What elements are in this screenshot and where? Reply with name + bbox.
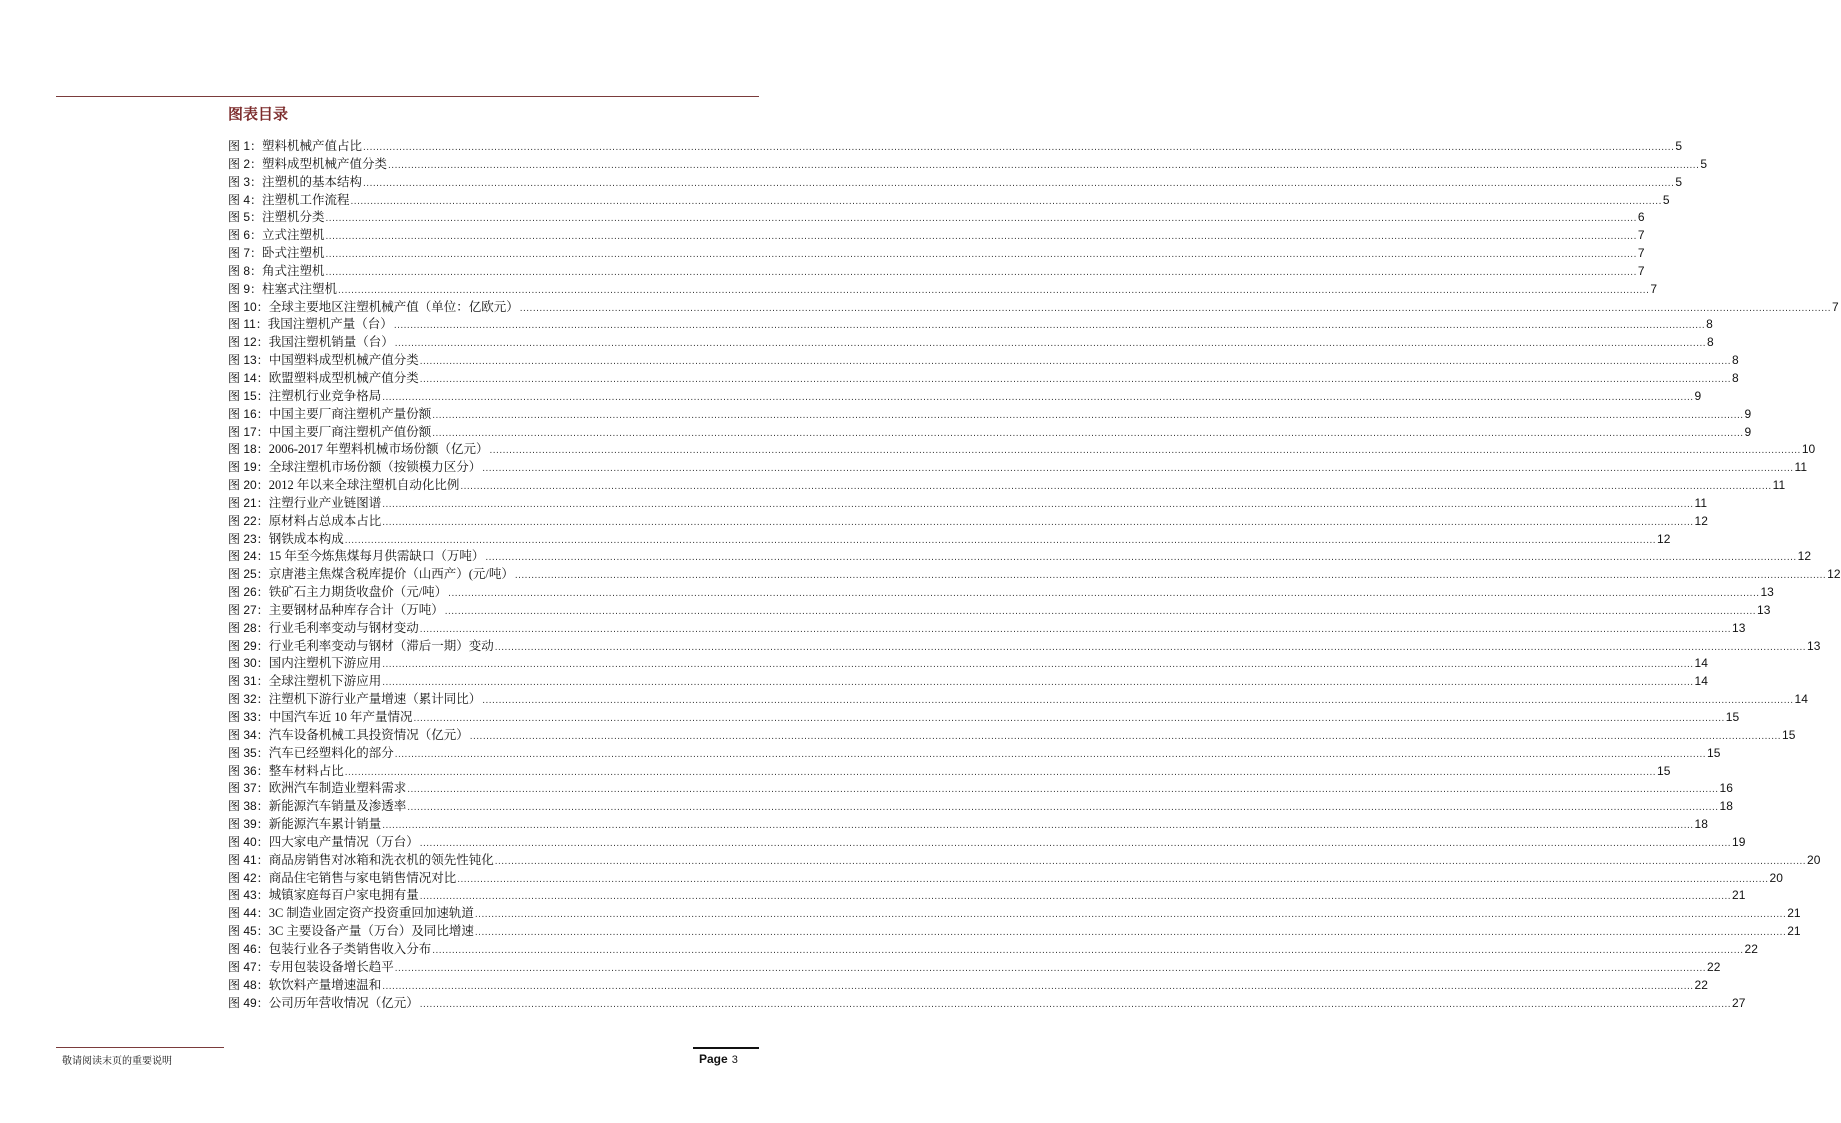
toc-entry[interactable] — [228, 174, 1683, 192]
figure-page-number: 20 — [1769, 870, 1783, 885]
figure-label: 图 13： — [228, 353, 269, 368]
toc-entry[interactable] — [228, 923, 1801, 941]
page-word: Page — [699, 1052, 728, 1066]
figure-title: 汽车已经塑料化的部分 — [268, 745, 394, 760]
toc-entry[interactable] — [228, 620, 1746, 638]
figure-title: 中国主要厂商注塑机产值份额 — [268, 424, 432, 439]
figure-page-number: 9 — [1744, 424, 1752, 439]
dot-leader: ................................................................................................................................................................................................................................................................................................................................................................................................................ — [382, 516, 1694, 528]
dot-leader: ................................................................................................................................................................................................................................................................................................................................................................................................................ — [344, 534, 1657, 546]
figure-title: 角式注塑机 — [262, 263, 325, 278]
figure-label: 图 22： — [228, 513, 269, 528]
toc-entry[interactable] — [228, 709, 1740, 727]
dot-leader: ................................................................................................................................................................................................................................................................................................................................................................................................................ — [382, 980, 1694, 992]
figure-title: 3C 制造业固定资产投资重回加速轨道 — [268, 906, 474, 921]
dot-leader: ................................................................................................................................................................................................................................................................................................................................................................................................................ — [407, 802, 1719, 814]
figure-title: 塑料成型机械产值分类 — [262, 156, 388, 171]
dot-leader: ................................................................................................................................................................................................................................................................................................................................................................................................................ — [474, 927, 1787, 939]
figure-label: 图 45： — [228, 924, 269, 939]
figure-label: 图 36： — [228, 763, 269, 778]
figure-page-number: 8 — [1732, 370, 1739, 385]
dot-leader: ................................................................................................................................................................................................................................................................................................................................................................................................................ — [382, 820, 1694, 832]
toc-entry[interactable] — [228, 834, 1746, 852]
figure-label: 图 9： — [228, 281, 263, 296]
toc-entry[interactable] — [228, 959, 1721, 977]
toc-entry[interactable] — [228, 816, 1708, 834]
figure-label: 图 43： — [228, 888, 269, 903]
dot-leader: ................................................................................................................................................................................................................................................................................................................................................................................................................ — [394, 338, 1707, 350]
toc-entry[interactable] — [228, 406, 1752, 424]
dot-leader: ................................................................................................................................................................................................................................................................................................................................................................................................................ — [382, 677, 1694, 689]
figure-label: 图 1： — [228, 139, 263, 153]
toc-entry[interactable] — [228, 495, 1707, 513]
figure-page-number: 14 — [1694, 674, 1708, 689]
figure-label: 图 47： — [228, 959, 269, 974]
figure-page-number: 5 — [1662, 192, 1670, 207]
figure-title: 中国主要厂商注塑机产量份额 — [268, 406, 432, 421]
toc-entry[interactable] — [228, 156, 1708, 174]
figure-page-number: 7 — [1637, 246, 1645, 261]
figure-label: 图 7： — [228, 246, 263, 261]
toc-entry[interactable] — [228, 263, 1645, 281]
figure-label: 图 37： — [228, 781, 269, 796]
toc-entry[interactable] — [228, 388, 1702, 406]
figure-title: 注塑机行业竞争格局 — [268, 388, 382, 403]
figure-page-number: 10 — [1801, 442, 1816, 457]
figure-label: 图 44： — [228, 906, 269, 921]
figure-title: 塑料机械产值占比 — [262, 139, 363, 153]
toc-list — [228, 138, 1841, 1012]
footer-rule-right — [693, 1047, 759, 1049]
figure-title: 商品住宅销售与家电销售情况对比 — [268, 870, 457, 885]
figure-title: 我国注塑机销量（台） — [268, 335, 394, 350]
toc-entry[interactable] — [228, 798, 1733, 816]
toc-entry[interactable] — [228, 424, 1752, 442]
figure-page-number: 22 — [1707, 959, 1721, 974]
dot-leader: ................................................................................................................................................................................................................................................................................................................................................................................................................ — [419, 998, 1732, 1010]
figure-page-number: 8 — [1706, 317, 1713, 332]
dot-leader: ................................................................................................................................................................................................................................................................................................................................................................................................................ — [382, 391, 1694, 403]
figure-title: 2006-2017 年塑料机械市场份额（亿元） — [268, 442, 489, 457]
figure-page-number: 12 — [1797, 549, 1812, 564]
figure-title: 卧式注塑机 — [262, 246, 325, 261]
toc-entry[interactable] — [228, 691, 1808, 709]
figure-page-number: 5 — [1675, 174, 1683, 189]
footer-rule-left — [56, 1047, 224, 1048]
dot-leader: ................................................................................................................................................................................................................................................................................................................................................................................................................ — [344, 766, 1657, 778]
dot-leader: ................................................................................................................................................................................................................................................................................................................................................................................................................ — [419, 356, 1732, 368]
figure-title: 注塑机下游行业产量增速（累计同比） — [268, 692, 482, 707]
toc-entry[interactable] — [228, 316, 1713, 334]
figure-page-number: 8 — [1707, 335, 1714, 350]
figure-page-number: 9 — [1694, 388, 1702, 403]
figure-page-number: 15 — [1782, 727, 1796, 742]
figure-title: 新能源汽车销量及渗透率 — [268, 799, 407, 814]
toc-entry[interactable] — [228, 905, 1801, 923]
figure-page-number: 5 — [1700, 156, 1708, 171]
figure-label: 图 3： — [228, 174, 263, 189]
toc-entry[interactable] — [228, 655, 1708, 673]
figure-label: 图 18： — [228, 442, 269, 457]
dot-leader: ................................................................................................................................................................................................................................................................................................................................................................................................................ — [494, 855, 1807, 867]
figure-title: 中国汽车近 10 年产量情况 — [268, 710, 413, 724]
figure-title: 商品房销售对冰箱和洗衣机的领先性钝化 — [268, 852, 494, 867]
figure-label: 图 2： — [228, 156, 263, 171]
figure-page-number: 9 — [1744, 406, 1752, 421]
dot-leader: ................................................................................................................................................................................................................................................................................................................................................................................................................ — [394, 748, 1707, 760]
figure-label: 图 21： — [228, 495, 269, 510]
toc-entry[interactable] — [228, 673, 1708, 691]
toc-entry[interactable] — [228, 745, 1721, 763]
figure-title: 国内注塑机下游应用 — [268, 656, 382, 671]
figure-page-number: 11 — [1794, 460, 1807, 475]
dot-leader: ................................................................................................................................................................................................................................................................................................................................................................................................................ — [388, 159, 1700, 171]
figure-page-number: 22 — [1744, 941, 1758, 956]
dot-leader: ................................................................................................................................................................................................................................................................................................................................................................................................................ — [485, 552, 1797, 564]
figure-label: 图 34： — [228, 727, 269, 742]
dot-leader: ................................................................................................................................................................................................................................................................................................................................................................................................................ — [382, 659, 1694, 671]
figure-page-number: 21 — [1787, 924, 1801, 939]
figure-title: 欧盟塑料成型机械产值分类 — [268, 370, 419, 385]
figure-label: 图 27： — [228, 602, 269, 617]
figure-label: 图 42： — [228, 870, 269, 885]
figure-title: 行业毛利率变动与钢材变动 — [268, 620, 419, 635]
figure-title: 四大家电产量情况（万台） — [268, 834, 419, 849]
toc-entry[interactable] — [228, 870, 1783, 888]
figure-page-number: 16 — [1719, 781, 1733, 796]
dot-leader: ................................................................................................................................................................................................................................................................................................................................................................................................................ — [413, 713, 1725, 724]
figure-label: 图 25： — [228, 567, 269, 582]
dot-leader: ................................................................................................................................................................................................................................................................................................................................................................................................................ — [325, 213, 1637, 225]
figure-title: 铁矿石主力期货收盘价（元/吨） — [268, 585, 448, 600]
figure-label: 图 6： — [228, 228, 263, 243]
toc-entry[interactable] — [228, 566, 1841, 584]
header-rule — [56, 96, 759, 97]
figure-label: 图 35： — [228, 745, 269, 760]
figure-title: 注塑行业产业链图谱 — [268, 495, 382, 510]
toc-entry[interactable] — [228, 941, 1758, 959]
dot-leader: ................................................................................................................................................................................................................................................................................................................................................................................................................ — [489, 445, 1801, 457]
dot-leader: ................................................................................................................................................................................................................................................................................................................................................................................................................ — [407, 784, 1719, 796]
toc-entry[interactable] — [228, 459, 1807, 477]
figure-page-number: 13 — [1732, 620, 1746, 635]
figure-label: 图 19： — [228, 460, 269, 475]
toc-entry[interactable] — [228, 334, 1714, 352]
figure-label: 图 26： — [228, 585, 269, 600]
figure-label: 图 30： — [228, 656, 269, 671]
toc-entry[interactable] — [228, 370, 1739, 388]
toc-entry[interactable] — [228, 281, 1658, 299]
page-number: 3 — [731, 1054, 738, 1066]
dot-leader: ................................................................................................................................................................................................................................................................................................................................................................................................................ — [325, 249, 1637, 261]
figure-title: 原材料占总成本占比 — [268, 513, 382, 528]
figure-label: 图 8： — [228, 263, 263, 278]
toc-entry[interactable] — [228, 477, 1786, 495]
figure-title: 全球注塑机市场份额（按锁模力区分） — [268, 460, 482, 475]
figure-title: 主要钢材品种库存合计（万吨） — [268, 602, 444, 617]
dot-leader: ................................................................................................................................................................................................................................................................................................................................................................................................................ — [469, 730, 1782, 742]
dot-leader: ................................................................................................................................................................................................................................................................................................................................................................................................................ — [338, 284, 1650, 296]
figure-title: 包装行业各子类销售收入分布 — [268, 941, 432, 956]
figure-page-number: 11 — [1772, 478, 1786, 493]
figure-label: 图 11： — [228, 317, 268, 332]
figure-page-number: 15 — [1657, 763, 1671, 778]
toc-entry[interactable] — [228, 531, 1671, 549]
toc-entry[interactable] — [228, 852, 1821, 870]
figure-page-number: 11 — [1694, 495, 1707, 510]
figure-label: 图 32： — [228, 692, 269, 707]
toc-entry[interactable] — [228, 977, 1708, 995]
figure-label: 图 39： — [228, 817, 269, 832]
figure-label: 图 15： — [228, 388, 269, 403]
figure-label: 图 17： — [228, 424, 269, 439]
figure-title: 城镇家庭每百户家电拥有量 — [268, 888, 419, 903]
dot-leader: ................................................................................................................................................................................................................................................................................................................................................................................................................ — [363, 177, 1675, 189]
figure-page-number: 7 — [1650, 281, 1658, 296]
toc-entry[interactable] — [228, 602, 1771, 620]
toc-entry[interactable] — [228, 513, 1708, 531]
figure-page-number: 13 — [1807, 638, 1821, 653]
figure-page-number: 13 — [1757, 602, 1771, 617]
dot-leader: ................................................................................................................................................................................................................................................................................................................................................................................................................ — [444, 605, 1757, 617]
figure-page-number: 18 — [1719, 799, 1733, 814]
figure-page-number: 12 — [1827, 567, 1841, 582]
dot-leader: ................................................................................................................................................................................................................................................................................................................................................................................................................ — [460, 481, 1772, 493]
toc-entry[interactable] — [228, 192, 1670, 210]
dot-leader: ................................................................................................................................................................................................................................................................................................................................................................................................................ — [519, 302, 1832, 314]
figure-label: 图 31： — [228, 674, 269, 689]
figure-title: 我国注塑机产量（台） — [267, 317, 393, 332]
figure-page-number: 14 — [1794, 692, 1808, 707]
figure-label: 图 14： — [228, 370, 269, 385]
toc-entry[interactable] — [228, 995, 1746, 1013]
dot-leader: ................................................................................................................................................................................................................................................................................................................................................................................................................ — [325, 231, 1637, 243]
figure-title: 中国塑料成型机械产值分类 — [268, 353, 419, 368]
figure-page-number: 21 — [1732, 888, 1746, 903]
toc-entry[interactable] — [228, 887, 1746, 905]
figure-title: 注塑机的基本结构 — [262, 174, 363, 189]
toc-title: 图表目录 — [228, 105, 289, 123]
dot-leader: ................................................................................................................................................................................................................................................................................................................................................................................................................ — [325, 266, 1637, 278]
toc-entry[interactable] — [228, 138, 1683, 156]
toc-entry[interactable] — [228, 780, 1733, 798]
figure-title: 京唐港主焦煤含税库提价（山西产）(元/吨） — [268, 567, 514, 582]
figure-page-number: 15 — [1707, 745, 1721, 760]
dot-leader: ................................................................................................................................................................................................................................................................................................................................................................................................................ — [432, 944, 1744, 956]
figure-page-number: 14 — [1694, 656, 1708, 671]
figure-page-number: 7 — [1637, 263, 1645, 278]
dot-leader: ................................................................................................................................................................................................................................................................................................................................................................................................................ — [393, 320, 1706, 332]
figure-label: 图 12： — [228, 335, 269, 350]
footer-page-indicator — [699, 1052, 738, 1066]
dot-leader: ................................................................................................................................................................................................................................................................................................................................................................................................................ — [394, 962, 1707, 974]
dot-leader: ................................................................................................................................................................................................................................................................................................................................................................................................................ — [514, 570, 1827, 582]
dot-leader: ................................................................................................................................................................................................................................................................................................................................................................................................................ — [350, 195, 1662, 207]
figure-label: 图 23： — [228, 531, 269, 546]
figure-page-number: 7 — [1832, 299, 1839, 314]
figure-label: 图 41： — [228, 852, 269, 867]
dot-leader: ................................................................................................................................................................................................................................................................................................................................................................................................................ — [482, 695, 1794, 707]
figure-label: 图 48： — [228, 977, 269, 992]
figure-title: 立式注塑机 — [262, 228, 325, 243]
figure-title: 2012 年以来全球注塑机自动化比例 — [268, 478, 460, 493]
dot-leader: ................................................................................................................................................................................................................................................................................................................................................................................................................ — [482, 463, 1794, 475]
toc-entry[interactable] — [228, 441, 1816, 459]
figure-label: 图 4： — [228, 192, 263, 207]
figure-title: 15 年至今炼焦煤每月供需缺口（万吨） — [268, 549, 485, 564]
figure-title: 整车材料占比 — [268, 763, 344, 778]
figure-title: 公司历年营收情况（亿元） — [268, 995, 419, 1010]
figure-page-number: 20 — [1807, 852, 1821, 867]
toc-entry[interactable] — [228, 227, 1645, 245]
toc-entry[interactable] — [228, 584, 1774, 602]
figure-label: 图 24： — [228, 549, 269, 564]
toc-entry[interactable] — [228, 638, 1821, 656]
figure-title: 柱塞式注塑机 — [262, 281, 338, 296]
dot-leader: ................................................................................................................................................................................................................................................................................................................................................................................................................ — [494, 641, 1807, 653]
figure-page-number: 15 — [1725, 710, 1740, 724]
figure-page-number: 21 — [1787, 906, 1801, 921]
dot-leader: ................................................................................................................................................................................................................................................................................................................................................................................................................ — [457, 873, 1769, 885]
dot-leader: ................................................................................................................................................................................................................................................................................................................................................................................................................ — [382, 498, 1694, 510]
figure-label: 图 49： — [228, 995, 269, 1010]
figure-label: 图 28： — [228, 620, 269, 635]
dot-leader: ................................................................................................................................................................................................................................................................................................................................................................................................................ — [419, 837, 1732, 849]
figure-page-number: 22 — [1694, 977, 1708, 992]
dot-leader: ................................................................................................................................................................................................................................................................................................................................................................................................................ — [419, 623, 1732, 635]
figure-label: 图 29： — [228, 638, 269, 653]
figure-page-number: 27 — [1732, 995, 1746, 1010]
figure-title: 软饮料产量增速温和 — [268, 977, 382, 992]
dot-leader: ................................................................................................................................................................................................................................................................................................................................................................................................................ — [448, 588, 1760, 600]
toc-entry[interactable] — [228, 763, 1671, 781]
dot-leader: ................................................................................................................................................................................................................................................................................................................................................................................................................ — [432, 409, 1744, 421]
figure-page-number: 13 — [1760, 585, 1774, 600]
figure-title: 钢铁成本构成 — [268, 531, 344, 546]
figure-page-number: 6 — [1637, 210, 1645, 225]
figure-title: 新能源汽车累计销量 — [268, 817, 382, 832]
figure-label: 图 46： — [228, 941, 269, 956]
figure-title: 专用包装设备增长趋平 — [268, 959, 394, 974]
figure-title: 汽车设备机械工具投资情况（亿元） — [268, 727, 469, 742]
dot-leader: ................................................................................................................................................................................................................................................................................................................................................................................................................ — [419, 373, 1732, 385]
figure-label: 图 33： — [228, 710, 269, 724]
figure-title: 注塑机工作流程 — [262, 192, 350, 207]
figure-label: 图 38： — [228, 799, 269, 814]
figure-label: 图 5： — [228, 210, 263, 225]
figure-label: 图 40： — [228, 834, 269, 849]
dot-leader: ................................................................................................................................................................................................................................................................................................................................................................................................................ — [363, 142, 1675, 153]
figure-title: 注塑机分类 — [262, 210, 325, 225]
figure-title: 全球注塑机下游应用 — [268, 674, 382, 689]
figure-title: 全球主要地区注塑机械产值（单位：亿欧元） — [268, 299, 519, 314]
figure-title: 3C 主要设备产量（万台）及同比增速 — [268, 924, 474, 939]
figure-title: 欧洲汽车制造业塑料需求 — [268, 781, 407, 796]
toc-entry[interactable] — [228, 352, 1739, 370]
dot-leader: ................................................................................................................................................................................................................................................................................................................................................................................................................ — [432, 427, 1744, 439]
figure-label: 图 20： — [228, 478, 269, 493]
figure-page-number: 7 — [1637, 228, 1645, 243]
footer-disclaimer-note: 敬请阅读末页的重要说明 — [62, 1056, 172, 1067]
toc-entry[interactable] — [228, 727, 1796, 745]
figure-page-number: 12 — [1694, 513, 1708, 528]
dot-leader: ................................................................................................................................................................................................................................................................................................................................................................................................................ — [419, 891, 1732, 903]
figure-label: 图 10： — [228, 299, 269, 314]
toc-entry[interactable] — [228, 245, 1645, 263]
figure-page-number: 12 — [1657, 531, 1671, 546]
figure-label: 图 16： — [228, 406, 269, 421]
toc-entry[interactable] — [228, 209, 1645, 227]
figure-page-number: 18 — [1694, 817, 1708, 832]
figure-title: 行业毛利率变动与钢材（滞后一期）变动 — [268, 638, 494, 653]
figure-page-number: 8 — [1732, 353, 1739, 368]
figure-page-number: 5 — [1675, 139, 1683, 153]
toc-entry[interactable] — [228, 299, 1839, 317]
figure-page-number: 19 — [1732, 834, 1746, 849]
toc-entry[interactable] — [228, 548, 1812, 566]
dot-leader: ................................................................................................................................................................................................................................................................................................................................................................................................................ — [474, 909, 1787, 921]
